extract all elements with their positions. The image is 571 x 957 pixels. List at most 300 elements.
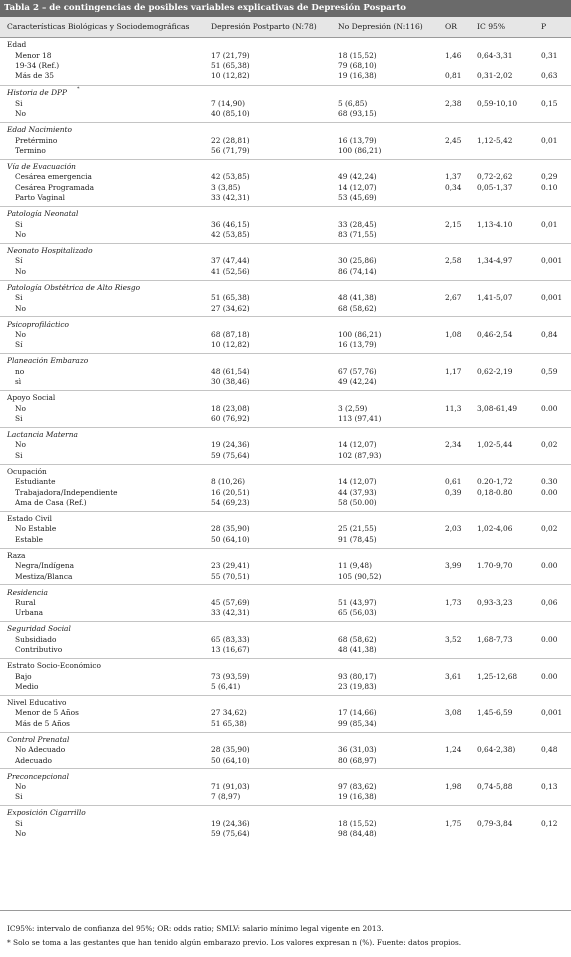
cell-no-depression: 16 (13,79) bbox=[338, 135, 377, 145]
cell-label: No bbox=[15, 440, 26, 450]
cell-no-depression: 30 (25,86) bbox=[338, 256, 377, 266]
cell-p: 0,06 bbox=[541, 597, 558, 607]
cell-ic95: 0,64-2,38) bbox=[477, 745, 516, 755]
cell-ic95: 0,05-1,37 bbox=[477, 182, 513, 192]
cell-p: 0,01 bbox=[541, 219, 558, 229]
cell-depression: 36 (46,15) bbox=[211, 219, 250, 229]
cell-label: Si bbox=[15, 414, 23, 423]
cell-depression: 27 34,62) bbox=[211, 708, 247, 718]
table-row bbox=[0, 488, 571, 498]
cell-p: 0,001 bbox=[541, 708, 563, 718]
cell-no-depression: 100 (86,21) bbox=[338, 146, 382, 155]
cell-no-depression: 25 (21,55) bbox=[338, 524, 377, 534]
row-group bbox=[0, 548, 571, 586]
table-row bbox=[0, 608, 571, 618]
cell-depression: 8 (10,26) bbox=[211, 477, 245, 487]
cell-or: 2,34 bbox=[445, 440, 462, 450]
cell-depression: 7 (8,97) bbox=[211, 792, 241, 802]
row-group bbox=[0, 390, 571, 428]
group-title: Raza bbox=[7, 550, 26, 560]
cell-label: Sí bbox=[15, 340, 23, 350]
cell-p: 0,29 bbox=[541, 172, 558, 182]
cell-or: 1,73 bbox=[445, 597, 462, 607]
cell-label: Si bbox=[15, 293, 23, 303]
cell-no-depression: 5 (6,85) bbox=[338, 98, 368, 108]
cell-or: 2,03 bbox=[445, 524, 462, 534]
header-no-depression: No Depresión (N:116) bbox=[338, 22, 423, 31]
group-title: Preconcepcional bbox=[7, 771, 69, 781]
cell-ic95: 0,18-0.80 bbox=[477, 487, 513, 497]
row-group bbox=[0, 85, 571, 123]
cell-label: Estudiante bbox=[15, 477, 56, 487]
row-group bbox=[0, 464, 571, 512]
cell-ic95: 0,79-3,84 bbox=[477, 818, 513, 828]
cell-label: Bajo bbox=[15, 671, 32, 681]
table-body bbox=[0, 38, 571, 910]
cell-label: Menor de 5 Años bbox=[15, 708, 79, 718]
row-group bbox=[0, 280, 571, 318]
cell-label: No bbox=[15, 781, 26, 791]
group-title: Lactancia Materna bbox=[7, 429, 78, 439]
group-title-row bbox=[0, 808, 571, 818]
cell-no-depression: 79 (68,10) bbox=[338, 61, 377, 70]
cell-no-depression: 99 (85,34) bbox=[338, 718, 377, 728]
cell-label: Termino bbox=[15, 146, 46, 155]
table-row bbox=[0, 340, 571, 350]
row-group bbox=[0, 805, 571, 843]
cell-no-depression: 44 (37,93) bbox=[338, 487, 377, 497]
cell-or: 1,17 bbox=[445, 366, 462, 376]
cell-depression: 42 (53,85) bbox=[211, 172, 250, 182]
cell-depression: 60 (76,92) bbox=[211, 414, 250, 423]
table-row bbox=[0, 682, 571, 692]
cell-ic95: 0,93-3,23 bbox=[477, 597, 513, 607]
group-title-row bbox=[0, 735, 571, 745]
cell-depression: 5 (6,41) bbox=[211, 682, 241, 691]
cell-p: 0,02 bbox=[541, 440, 558, 450]
cell-p: 0,84 bbox=[541, 329, 558, 339]
table-row bbox=[0, 367, 571, 377]
cell-or: 2,45 bbox=[445, 135, 462, 145]
table-row bbox=[0, 645, 571, 655]
cell-depression: 68 (87,18) bbox=[211, 329, 250, 339]
group-title-row bbox=[0, 246, 571, 256]
cell-no-depression: 102 (87,93) bbox=[338, 450, 382, 460]
cell-depression: 3 (3,85) bbox=[211, 182, 241, 192]
cell-depression: 45 (57,69) bbox=[211, 597, 250, 607]
cell-no-depression: 48 (41,38) bbox=[338, 293, 377, 303]
cell-or: 1,98 bbox=[445, 781, 462, 791]
cell-no-depression: 68 (93,15) bbox=[338, 109, 377, 119]
cell-no-depression: 80 (68,97) bbox=[338, 755, 377, 765]
cell-depression: 37 (47,44) bbox=[211, 256, 250, 266]
cell-ic95: 0,72-2,62 bbox=[477, 172, 513, 182]
group-title-row bbox=[0, 661, 571, 671]
row-group bbox=[0, 38, 571, 85]
cell-p: 0,001 bbox=[541, 293, 563, 303]
cell-p: 0.00 bbox=[541, 671, 558, 681]
cell-label: Parto Vaginal bbox=[15, 193, 66, 203]
cell-ic95: 1,25-12,68 bbox=[477, 671, 518, 681]
cell-ic95: 1,41-5,07 bbox=[477, 293, 513, 303]
cell-no-depression: 93 (80,17) bbox=[338, 671, 377, 681]
row-group bbox=[0, 316, 571, 354]
table-footnotes bbox=[0, 910, 571, 947]
table-row bbox=[0, 51, 571, 61]
table-row bbox=[0, 230, 571, 240]
group-title: Patología Obstétrica de Alto Riesgo bbox=[7, 282, 141, 292]
cell-label: Cesárea emergencia bbox=[15, 172, 92, 182]
cell-label: Si bbox=[15, 219, 23, 229]
table-row bbox=[0, 535, 571, 545]
cell-label: Si bbox=[15, 450, 23, 460]
group-title: Planeación Embarazo bbox=[7, 356, 89, 366]
cell-label: Ama de Casa (Ref.) bbox=[15, 497, 87, 507]
header-ic95: IC 95% bbox=[477, 22, 506, 31]
cell-no-depression: 86 (74,14) bbox=[338, 266, 377, 276]
table-title: Tabla 2 – de contingencias de posibles variables explicativas de Depresión Posparto bbox=[0, 0, 571, 17]
group-title: Estrato Socio-Económico bbox=[7, 661, 101, 671]
group-title-row bbox=[0, 283, 571, 293]
cell-ic95: 0,59-10,10 bbox=[477, 98, 518, 108]
table-row bbox=[0, 451, 571, 461]
cell-label: No bbox=[15, 829, 26, 839]
cell-p: 0,48 bbox=[541, 745, 558, 755]
row-group bbox=[0, 243, 571, 281]
table-row bbox=[0, 377, 571, 387]
group-title-row bbox=[0, 393, 571, 403]
cell-depression: 33 (42,31) bbox=[211, 608, 250, 618]
cell-label: No Adecuado bbox=[15, 745, 66, 755]
table-row bbox=[0, 172, 571, 182]
cell-depression: 59 (75,64) bbox=[211, 829, 250, 839]
cell-p: 0,01 bbox=[541, 135, 558, 145]
cell-no-depression: 49 (42,24) bbox=[338, 377, 377, 387]
table-row bbox=[0, 414, 571, 424]
cell-depression: 7 (14,90) bbox=[211, 98, 245, 108]
cell-p: 0.10 bbox=[541, 182, 558, 192]
table-row bbox=[0, 304, 571, 314]
group-title: Edad Nacimiento bbox=[7, 125, 72, 135]
cell-depression: 50 (64,10) bbox=[211, 534, 250, 544]
group-title-row bbox=[0, 698, 571, 708]
cell-no-depression: 49 (42,24) bbox=[338, 172, 377, 182]
group-title: Control Prenatal bbox=[7, 734, 70, 744]
table-row bbox=[0, 440, 571, 450]
cell-label: no bbox=[15, 366, 25, 376]
group-title: Neonato Hospitalizado bbox=[7, 245, 93, 255]
cell-ic95: 1,13-4.10 bbox=[477, 219, 513, 229]
table-row bbox=[0, 561, 571, 571]
header-p: P bbox=[541, 22, 547, 31]
table-row bbox=[0, 782, 571, 792]
cell-or: 2,38 bbox=[445, 98, 462, 108]
header-characteristics: Características Biológicas y Sociodemográficas bbox=[7, 22, 190, 31]
row-group bbox=[0, 732, 571, 770]
table-row bbox=[0, 708, 571, 718]
group-title-row bbox=[0, 430, 571, 440]
table-row bbox=[0, 330, 571, 340]
cell-label: Sí bbox=[15, 256, 23, 266]
cell-no-depression: 58 (50.00) bbox=[338, 497, 377, 507]
cell-depression: 71 (91,03) bbox=[211, 781, 250, 791]
cell-label: No bbox=[15, 266, 26, 276]
cell-depression: 51 (65,38) bbox=[211, 293, 250, 303]
cell-p: 0.00 bbox=[541, 487, 558, 497]
cell-no-depression: 98 (84,48) bbox=[338, 829, 377, 839]
cell-label: Cesárea Programada bbox=[15, 182, 95, 192]
cell-no-depression: 14 (12,07) bbox=[338, 477, 377, 487]
table-row bbox=[0, 745, 571, 755]
cell-label: Si bbox=[15, 98, 23, 108]
cell-or: 1,08 bbox=[445, 329, 462, 339]
cell-or: 0,61 bbox=[445, 477, 462, 487]
cell-depression: 42 (53,85) bbox=[211, 230, 250, 239]
group-title-row bbox=[0, 320, 571, 330]
cell-or: 1,75 bbox=[445, 818, 462, 828]
table-row bbox=[0, 404, 571, 414]
cell-depression: 19 (24,36) bbox=[211, 440, 250, 450]
cell-no-depression: 11 (9,48) bbox=[338, 561, 372, 571]
group-title: Edad bbox=[7, 40, 27, 50]
row-group bbox=[0, 511, 571, 549]
cell-p: 0.00 bbox=[541, 403, 558, 413]
group-title: Nivel Educativo bbox=[7, 697, 67, 707]
table-row bbox=[0, 477, 571, 487]
cell-ic95: 3,08-61,49 bbox=[477, 403, 518, 413]
header-or: OR bbox=[445, 22, 457, 31]
cell-depression: 56 (71,79) bbox=[211, 146, 250, 155]
cell-no-depression: 83 (71,55) bbox=[338, 230, 377, 239]
cell-label: Más de 5 Años bbox=[15, 718, 70, 728]
footnote-abbreviations: IC95%: intervalo de confianza del 95%; OR: odds ratio; SMLV: salario mínimo legal vigente en 2013. bbox=[7, 924, 384, 933]
table-row bbox=[0, 267, 571, 277]
cell-ic95: 1,45-6,59 bbox=[477, 708, 513, 718]
cell-no-depression: 14 (12,07) bbox=[338, 182, 377, 192]
group-title-row bbox=[0, 209, 571, 219]
cell-depression: 28 (35,90) bbox=[211, 745, 250, 755]
cell-p: 0,001 bbox=[541, 256, 563, 266]
cell-label: No bbox=[15, 109, 26, 119]
row-group bbox=[0, 621, 571, 659]
row-group bbox=[0, 206, 571, 244]
cell-ic95: 0,64-3,31 bbox=[477, 50, 513, 60]
cell-depression: 50 (64,10) bbox=[211, 755, 250, 765]
cell-label: Contributivo bbox=[15, 645, 63, 655]
cell-depression: 54 (69,23) bbox=[211, 497, 250, 507]
cell-depression: 22 (28,81) bbox=[211, 135, 250, 145]
cell-p: 0,63 bbox=[541, 71, 558, 81]
cell-depression: 17 (21,79) bbox=[211, 50, 250, 60]
group-title: Vía de Evacuación bbox=[7, 161, 76, 171]
cell-label: Mestiza/Blanca bbox=[15, 571, 73, 581]
cell-or: 3,99 bbox=[445, 561, 462, 571]
cell-or: 2,58 bbox=[445, 256, 462, 266]
cell-depression: 10 (12,82) bbox=[211, 71, 250, 81]
cell-depression: 40 (85,10) bbox=[211, 109, 250, 119]
cell-no-depression: 100 (86,21) bbox=[338, 329, 382, 339]
cell-ic95: 1,02-4,06 bbox=[477, 524, 513, 534]
cell-no-depression: 68 (58,62) bbox=[338, 634, 377, 644]
cell-or: 0,39 bbox=[445, 487, 462, 497]
cell-depression: 16 (20,51) bbox=[211, 487, 250, 497]
cell-ic95: 1,68-7,73 bbox=[477, 634, 513, 644]
table-row bbox=[0, 719, 571, 729]
group-title: Residencia bbox=[7, 587, 48, 597]
cell-ic95: 1,02-5,44 bbox=[477, 440, 513, 450]
table-row bbox=[0, 672, 571, 682]
cell-depression: 65 (83,33) bbox=[211, 634, 250, 644]
group-title-row bbox=[0, 162, 571, 172]
cell-label: Trabajadora/Independiente bbox=[15, 487, 118, 497]
header-depression: Depresión Postparto (N:78) bbox=[211, 22, 317, 31]
cell-or: 3,08 bbox=[445, 708, 462, 718]
group-title: Seguridad Social bbox=[7, 624, 71, 634]
cell-or: 1,46 bbox=[445, 50, 462, 60]
cell-depression: 55 (70,51) bbox=[211, 571, 250, 581]
row-group bbox=[0, 122, 571, 160]
cell-depression: 28 (35,90) bbox=[211, 524, 250, 534]
row-group bbox=[0, 427, 571, 465]
group-title-row bbox=[0, 356, 571, 366]
group-title: Ocupación bbox=[7, 466, 47, 476]
cell-depression: 23 (29,41) bbox=[211, 561, 250, 571]
table-row bbox=[0, 136, 571, 146]
cell-no-depression: 97 (83,62) bbox=[338, 781, 377, 791]
cell-p: 0.30 bbox=[541, 477, 558, 487]
cell-depression: 27 (34,62) bbox=[211, 303, 250, 313]
cell-depression: 51 (65,38) bbox=[211, 61, 250, 70]
row-group bbox=[0, 658, 571, 696]
group-title: Estado Civil bbox=[7, 513, 53, 523]
cell-no-depression: 23 (19,83) bbox=[338, 682, 377, 691]
cell-label: 19-34 (Ref.) bbox=[15, 61, 60, 70]
cell-p: 0,13 bbox=[541, 781, 558, 791]
cell-label: Estable bbox=[15, 534, 44, 544]
table-row bbox=[0, 598, 571, 608]
cell-no-depression: 68 (58,62) bbox=[338, 303, 377, 313]
cell-depression: 41 (52,56) bbox=[211, 266, 250, 276]
table-row bbox=[0, 498, 571, 508]
table-row bbox=[0, 256, 571, 266]
cell-no-depression: 113 (97,41) bbox=[338, 414, 382, 423]
cell-or: 3,52 bbox=[445, 634, 462, 644]
cell-no-depression: 33 (28,45) bbox=[338, 219, 377, 229]
group-title-row bbox=[0, 624, 571, 634]
cell-label: Más de 35 bbox=[15, 71, 54, 81]
row-group bbox=[0, 159, 571, 207]
cell-p: 0,31 bbox=[541, 50, 558, 60]
cell-label: No bbox=[15, 403, 26, 413]
group-title: Exposición Cigarrillo bbox=[7, 808, 86, 818]
cell-no-depression: 3 (2,59) bbox=[338, 403, 368, 413]
cell-depression: 51 65,38) bbox=[211, 718, 247, 728]
cell-label: No bbox=[15, 329, 26, 339]
cell-label: Rural bbox=[15, 597, 36, 607]
cell-or: 2,67 bbox=[445, 293, 462, 303]
group-title-row bbox=[0, 772, 571, 782]
table-row bbox=[0, 524, 571, 534]
row-group bbox=[0, 768, 571, 806]
table-header bbox=[0, 17, 571, 38]
cell-or: 3,61 bbox=[445, 671, 462, 681]
cell-depression: 10 (12,82) bbox=[211, 340, 250, 350]
cell-no-depression: 67 (57,76) bbox=[338, 366, 377, 376]
cell-p: 0,59 bbox=[541, 366, 558, 376]
cell-depression: 73 (93,59) bbox=[211, 671, 250, 681]
table-row bbox=[0, 220, 571, 230]
table-row bbox=[0, 61, 571, 71]
table-row bbox=[0, 71, 571, 81]
group-title-row: Historia de DPP * bbox=[7, 86, 80, 98]
group-title-row bbox=[0, 588, 571, 598]
cell-p: 0,12 bbox=[541, 818, 558, 828]
cell-or: 0,34 bbox=[445, 182, 462, 192]
table-row bbox=[0, 572, 571, 582]
cell-depression: 33 (42,31) bbox=[211, 193, 250, 203]
cell-label: Si bbox=[15, 818, 23, 828]
cell-depression: 30 (38,46) bbox=[211, 377, 250, 387]
row-group bbox=[0, 584, 571, 622]
cell-label: No bbox=[15, 303, 26, 313]
cell-label: Medio bbox=[15, 682, 39, 691]
group-title: Patología Neonatal bbox=[7, 209, 79, 219]
cell-no-depression: 91 (78,45) bbox=[338, 534, 377, 544]
cell-or: 2,15 bbox=[445, 219, 462, 229]
table-row bbox=[0, 756, 571, 766]
cell-or: 1,24 bbox=[445, 745, 462, 755]
cell-label: Menor 18 bbox=[15, 50, 52, 60]
cell-ic95: 0,74-5,88 bbox=[477, 781, 513, 791]
group-title: Psicoprofiláctico bbox=[7, 319, 69, 329]
cell-p: 0,02 bbox=[541, 524, 558, 534]
cell-depression: 13 (16,67) bbox=[211, 645, 250, 655]
footnote-note: * Solo se toma a las gestantes que han tenido algún embarazo previo. Los valores expresan n (%). Fuente: datos propios. bbox=[7, 938, 462, 947]
table-row bbox=[0, 819, 571, 829]
cell-ic95: 1,12-5,42 bbox=[477, 135, 513, 145]
table-row bbox=[0, 193, 571, 203]
cell-ic95: 1.70-9,70 bbox=[477, 561, 513, 571]
cell-or: 1,37 bbox=[445, 172, 462, 182]
table-row bbox=[0, 293, 571, 303]
table-row bbox=[0, 109, 571, 119]
cell-label: Adecuado bbox=[15, 755, 52, 765]
cell-no-depression: 36 (31,03) bbox=[338, 745, 377, 755]
cell-depression: 59 (75,64) bbox=[211, 450, 250, 460]
cell-ic95: 0,62-2,19 bbox=[477, 366, 513, 376]
row-group bbox=[0, 695, 571, 733]
cell-label: Subsidiado bbox=[15, 634, 57, 644]
cell-depression: 19 (24,36) bbox=[211, 818, 250, 828]
cell-no-depression: 48 (41,38) bbox=[338, 645, 377, 655]
cell-ic95: 1,34-4,97 bbox=[477, 256, 513, 266]
cell-no-depression: 53 (45,69) bbox=[338, 193, 377, 203]
cell-depression: 18 (23,08) bbox=[211, 403, 250, 413]
cell-or: 0,81 bbox=[445, 71, 462, 81]
cell-no-depression: 105 (90,52) bbox=[338, 571, 382, 581]
group-title: Apoyo Social bbox=[7, 393, 56, 403]
cell-depression: 48 (61,54) bbox=[211, 366, 250, 376]
group-title-row bbox=[0, 514, 571, 524]
cell-ic95: 0,31-2,02 bbox=[477, 71, 513, 81]
cell-p: 0,15 bbox=[541, 98, 558, 108]
group-title-row bbox=[0, 40, 571, 50]
cell-ic95: 0.20-1,72 bbox=[477, 477, 513, 487]
group-title-row bbox=[0, 467, 571, 477]
cell-p: 0.00 bbox=[541, 634, 558, 644]
group-title-row bbox=[0, 125, 571, 135]
row-group bbox=[0, 353, 571, 391]
